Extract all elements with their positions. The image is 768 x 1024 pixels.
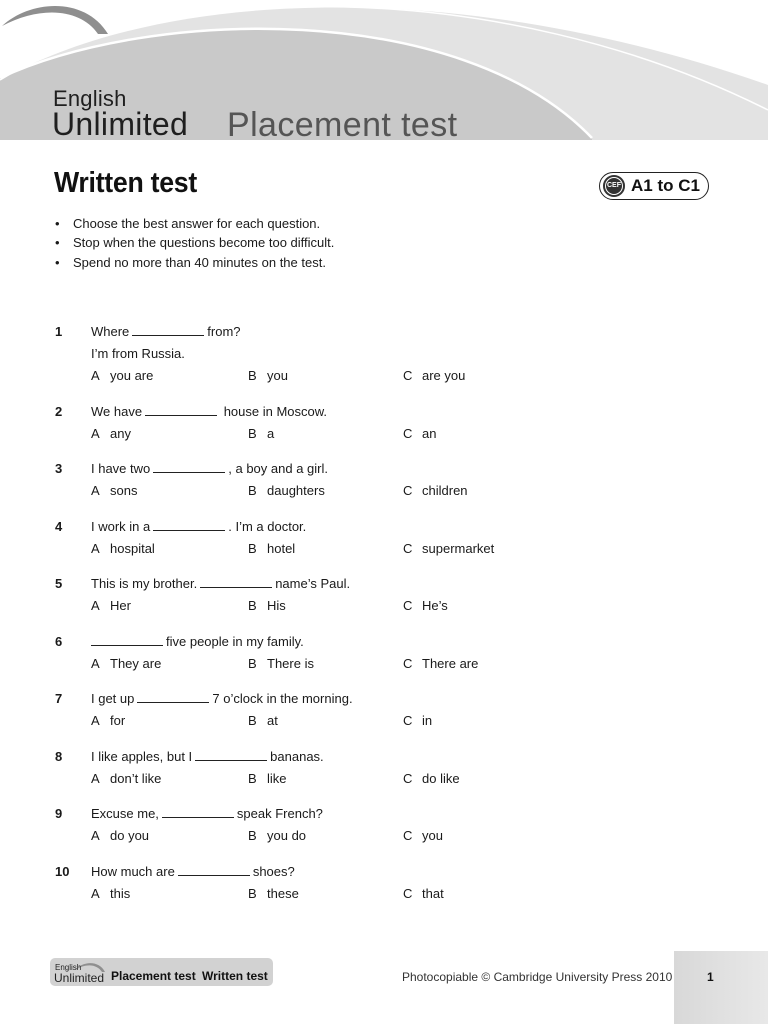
question-text [91, 576, 350, 591]
instruction-item [55, 253, 334, 272]
question-prefix: I like apples, but I [91, 749, 193, 764]
option-c[interactable] [403, 656, 478, 671]
question-suffix: speak French? [236, 806, 323, 821]
answer-blank [195, 749, 267, 761]
option-text: at [267, 713, 278, 728]
question-number: 6 [55, 634, 63, 649]
footer-bar [50, 958, 273, 986]
answer-blank [200, 576, 272, 588]
option-letter: A [91, 426, 100, 441]
option-letter: B [248, 713, 257, 728]
option-text: They are [110, 656, 162, 671]
page-title: Written test [54, 167, 197, 199]
option-letter: A [91, 483, 100, 498]
question-text [91, 324, 241, 339]
footer-test-name: Placement test [111, 969, 196, 983]
question-suffix: house in Moscow. [220, 404, 328, 419]
option-a[interactable] [91, 656, 161, 671]
page-number: 1 [707, 970, 714, 984]
option-letter: A [91, 598, 100, 613]
option-letter: C [403, 771, 413, 786]
question-suffix: name’s Paul. [275, 576, 351, 591]
option-letter: B [248, 886, 257, 901]
option-b[interactable] [248, 828, 306, 843]
option-text: any [110, 426, 131, 441]
instructions-list [55, 214, 334, 272]
option-text: do like [422, 771, 460, 786]
answer-blank [153, 461, 225, 473]
option-c[interactable] [403, 368, 465, 383]
question-number: 8 [55, 749, 63, 764]
question-prefix: I work in a [91, 519, 151, 534]
option-letter: B [248, 368, 257, 383]
instruction-text: Spend no more than 40 minutes on the test. [73, 254, 326, 270]
option-letter: B [248, 426, 257, 441]
option-text: you [422, 828, 443, 843]
option-letter: A [91, 368, 100, 383]
question-text [91, 864, 295, 879]
option-text: a [267, 426, 275, 441]
option-b[interactable] [248, 368, 288, 383]
option-text: like [267, 771, 287, 786]
option-c[interactable] [403, 713, 432, 728]
option-text: daughters [267, 483, 325, 498]
option-a[interactable] [91, 713, 125, 728]
question-number: 3 [55, 461, 63, 476]
question-text [91, 404, 327, 419]
question-prefix: This is my brother. [91, 576, 198, 591]
answer-blank [132, 324, 204, 336]
question-text [91, 461, 328, 476]
option-text: do you [110, 828, 150, 843]
option-text: an [422, 426, 437, 441]
option-text: for [110, 713, 126, 728]
option-b[interactable] [248, 713, 278, 728]
option-c[interactable] [403, 541, 494, 556]
option-letter: C [403, 886, 413, 901]
option-b[interactable] [248, 426, 274, 441]
header-band [0, 0, 768, 140]
question-prefix: I get up [91, 691, 135, 706]
question-text [91, 519, 306, 534]
footer-section: Written test [202, 969, 268, 983]
option-b[interactable] [248, 541, 295, 556]
option-letter: B [248, 828, 257, 843]
option-text: you [267, 368, 288, 383]
option-letter: A [91, 541, 100, 556]
question-response: I’m from Russia. [91, 346, 185, 361]
option-letter: B [248, 598, 257, 613]
option-text: Her [110, 598, 131, 613]
question-prefix: How much are [91, 864, 175, 879]
level-text: A1 to C1 [631, 176, 700, 195]
option-a[interactable] [91, 598, 131, 613]
question-number: 7 [55, 691, 63, 706]
option-text: hospital [110, 541, 155, 556]
instruction-item [55, 214, 334, 233]
cef-icon: CEF [603, 175, 625, 197]
question-number: 1 [55, 324, 63, 339]
footer-logo-english: English [55, 963, 82, 972]
answer-blank [137, 691, 209, 703]
question-prefix: I have two [91, 461, 151, 476]
bullet-icon: • [55, 254, 60, 270]
option-a[interactable] [91, 368, 153, 383]
instruction-text: Choose the best answer for each question. [73, 216, 321, 231]
option-a[interactable] [91, 828, 149, 843]
question-text [91, 749, 324, 764]
option-text: His [267, 598, 286, 613]
option-letter: C [403, 828, 413, 843]
option-text: He’s [422, 598, 448, 613]
answer-blank [178, 864, 250, 876]
option-b[interactable] [248, 771, 287, 786]
question-prefix: Where [91, 324, 130, 339]
option-letter: A [91, 771, 100, 786]
instruction-item [55, 233, 334, 252]
option-c[interactable] [403, 886, 444, 901]
logo-english: English [53, 86, 127, 111]
option-c[interactable] [403, 598, 448, 613]
option-text: There is [267, 656, 314, 671]
footer-logo-unlimited: Unlimited [54, 971, 105, 985]
option-letter: B [248, 656, 257, 671]
option-text: hotel [267, 541, 296, 556]
option-letter: C [403, 368, 413, 383]
answer-blank [162, 806, 234, 818]
option-b[interactable] [248, 656, 314, 671]
logo-swoosh-icon [0, 0, 115, 36]
answer-blank [153, 519, 225, 531]
option-letter: A [91, 656, 100, 671]
logo-unlimited: Unlimited [52, 106, 189, 140]
option-text: these [267, 886, 299, 901]
option-letter: A [91, 828, 100, 843]
instruction-text: Stop when the questions become too difficult. [73, 235, 335, 251]
question-text [91, 806, 323, 821]
option-b[interactable] [248, 483, 325, 498]
answer-blank [91, 634, 163, 646]
bullet-icon: • [55, 216, 60, 231]
header-title: Placement test [227, 106, 458, 140]
question-suffix: , a boy and a girl. [228, 461, 328, 476]
option-a[interactable] [91, 426, 131, 441]
option-a[interactable] [91, 771, 161, 786]
question-number: 5 [55, 576, 63, 591]
option-text: that [422, 886, 444, 901]
option-letter: B [248, 483, 257, 498]
option-letter: B [248, 541, 257, 556]
bullet-icon: • [55, 235, 60, 251]
option-b[interactable] [248, 886, 299, 901]
question-suffix: shoes? [252, 864, 295, 879]
option-text: supermarket [422, 541, 495, 556]
option-text: children [422, 483, 468, 498]
option-text: in [422, 713, 433, 728]
option-a[interactable] [91, 483, 137, 498]
question-prefix: We have [91, 404, 143, 419]
option-a[interactable] [91, 886, 130, 901]
question-prefix: Excuse me, [91, 806, 159, 821]
option-text: are you [422, 368, 466, 383]
question-suffix: 7 o’clock in the morning. [212, 691, 353, 706]
option-a[interactable] [91, 541, 155, 556]
level-badge [599, 172, 709, 200]
option-letter: C [403, 713, 413, 728]
option-text: sons [110, 483, 138, 498]
option-letter: C [403, 656, 413, 671]
option-text: don’t like [110, 771, 162, 786]
question-number: 4 [55, 519, 63, 534]
option-letter: C [403, 483, 413, 498]
page-corner [674, 951, 768, 1024]
option-text: There are [422, 656, 479, 671]
question-text [91, 691, 353, 706]
question-suffix: from? [207, 324, 241, 339]
option-letter: A [91, 886, 100, 901]
question-number: 2 [55, 404, 63, 419]
option-letter: A [91, 713, 100, 728]
option-c[interactable] [403, 828, 443, 843]
option-c[interactable] [403, 771, 460, 786]
option-letter: C [403, 426, 413, 441]
option-letter: B [248, 771, 257, 786]
option-letter: C [403, 598, 413, 613]
option-text: you are [110, 368, 154, 383]
option-b[interactable] [248, 598, 286, 613]
answer-blank [145, 404, 217, 416]
copyright-text: Photocopiable © Cambridge University Press 2010 [402, 970, 673, 984]
option-text: you do [267, 828, 307, 843]
question-number: 10 [55, 864, 70, 879]
option-c[interactable] [403, 426, 436, 441]
question-number: 9 [55, 806, 63, 821]
question-suffix: . I’m a doctor. [228, 519, 307, 534]
option-letter: C [403, 541, 413, 556]
option-text: this [110, 886, 131, 901]
option-c[interactable] [403, 483, 468, 498]
question-suffix: five people in my family. [166, 634, 304, 649]
question-text [91, 634, 304, 649]
question-suffix: bananas. [270, 749, 324, 764]
